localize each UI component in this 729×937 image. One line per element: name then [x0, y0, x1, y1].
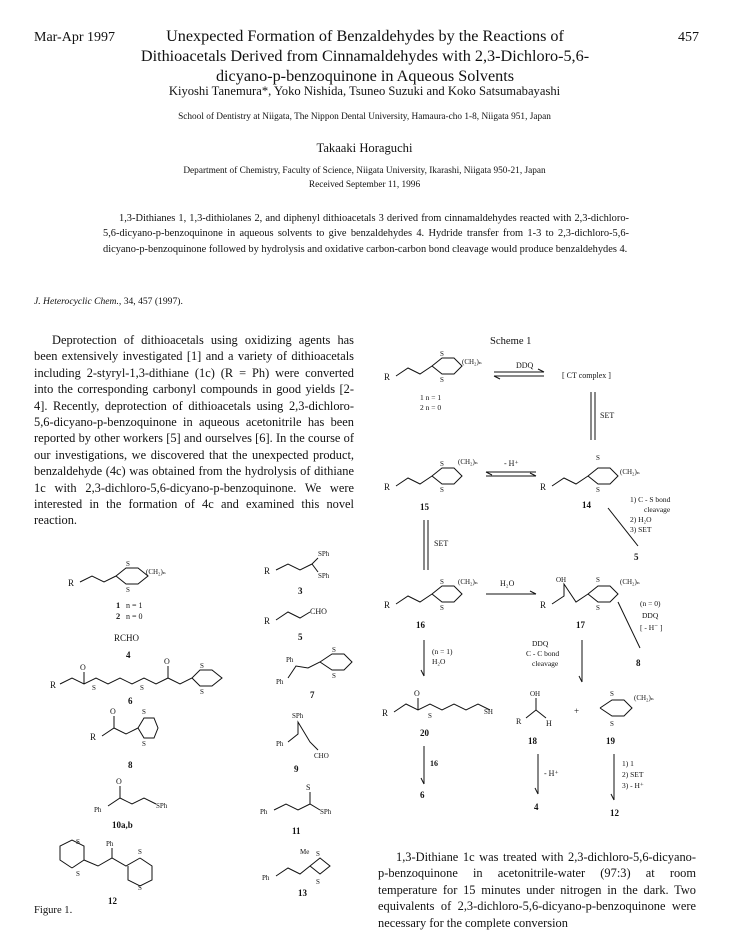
svg-text:18: 18 [528, 736, 537, 746]
body-text-left: Deprotection of dithioacetals using oxidizing agents has been extensively investigated [1] and a variety of dithioacetals including 2-styryl-1,3-dithiane (1c) (R = Ph) were converted into the corresponding carbonyl compounds in good yields [2-4]. Recently, deprotection of dithioacetals using 2,3-dichloro-5,6-dicyano-p-benzoquinone in aqueous acetonitrile has been reported by other workers [5] and ourselves [6]. In the course of our investigations, we discovered that the unexpected product, benzaldehyde (4c) was obtained from the hydrolysis of dithiane 1c with 2,3-dichloro-5,6-dicyano-p-benzoquinone. We were interested in the formation of 4c and examined this novel reaction. [34, 333, 354, 528]
scheme-label-12: 12 [610, 808, 619, 818]
svg-text:16: 16 [416, 620, 425, 630]
svg-text:R: R [264, 616, 271, 626]
svg-text:(CH₂)ₙ: (CH₂)ₙ [458, 458, 478, 466]
svg-text:SH: SH [484, 708, 493, 716]
svg-text:O: O [80, 663, 86, 672]
svg-text:R: R [384, 482, 391, 492]
svg-text:S: S [142, 740, 146, 748]
structure-6 [50, 657, 222, 706]
scheme-structure-16 [384, 578, 478, 630]
scheme-structure-15 [384, 458, 478, 512]
svg-text:R: R [384, 600, 391, 610]
ddq-label-3: DDQ [532, 639, 549, 648]
affiliation-1: School of Dentistry at Niigata, The Nippon Dental University, Hamaura-cho 1-8, Niigata 951, Japan [178, 112, 551, 122]
authors-line: Kiyoshi Tanemura*, Yoko Nishida, Tsuneo Suzuki and Koko Satsumabayashi [168, 84, 561, 98]
svg-text:S: S [138, 884, 142, 892]
svg-text:6: 6 [128, 696, 133, 706]
scheme-structure-20 [382, 689, 493, 738]
scheme-label-6: 6 [420, 790, 425, 800]
svg-text:11: 11 [292, 826, 301, 836]
abstract: 1,3-Dithianes 1, 1,3-dithiolanes 2, and diphenyl dithioacetals 3 derived from cinnamaldehydes reacted with 2,3-dichloro-5,6-dicyano-p-benzoquinone in aqueous solvents to give benzaldehydes 4. Hydride transfer from 1-3 to 2,3-dichloro-5,6-dicyano-p-benzoquinone followed by hydrolysis and oxidative carbon-carbon bond cleavage would produce benzaldehydes 4. [103, 213, 629, 255]
scheme-title: Scheme 1 [490, 336, 532, 347]
svg-text:R: R [516, 717, 522, 726]
cc-bond-label: C - C bond [526, 649, 560, 658]
svg-text:S: S [306, 783, 311, 792]
structure-8 [90, 707, 158, 770]
scheme-structure-19 [600, 690, 654, 746]
figure-1-structures [30, 528, 370, 908]
svg-text:SPh: SPh [318, 550, 330, 558]
svg-text:14: 14 [582, 500, 591, 510]
svg-text:S: S [126, 586, 130, 594]
svg-text:S: S [332, 646, 336, 654]
svg-text:S: S [596, 454, 600, 462]
svg-text:S: S [200, 688, 204, 696]
svg-text:R: R [382, 708, 389, 718]
step-2: 2) SET [622, 770, 644, 779]
svg-text:O: O [116, 777, 122, 786]
scheme-label-4: 4 [534, 802, 539, 812]
citation [34, 296, 183, 307]
ddq-label: DDQ [516, 361, 534, 370]
svg-text:S: S [140, 684, 144, 692]
svg-text:n = 0: n = 0 [126, 612, 143, 621]
svg-text:(CH₂)ₙ: (CH₂)ₙ [146, 568, 166, 576]
svg-text:(CH₂)ₙ: (CH₂)ₙ [620, 578, 640, 586]
svg-text:S: S [610, 720, 614, 728]
citation-volume: 34, 457 (1997). [123, 296, 183, 307]
scheme-label-8: 8 [636, 658, 641, 668]
rcho-label: RCHO [114, 633, 140, 643]
svg-text:S: S [440, 376, 444, 384]
author-2: Takaaki Horaguchi [316, 141, 413, 155]
svg-text:OH: OH [530, 690, 541, 698]
structure-7 [276, 646, 352, 700]
n0-label: (n = 0) [640, 599, 661, 608]
svg-text:(CH₂)ₙ: (CH₂)ₙ [458, 578, 478, 586]
scheme-1-diagram [376, 348, 706, 828]
article-title: Unexpected Formation of Benzaldehydes by the Reactions of Dithioacetals Derived from Cinnamaldehydes with 2,3-Dichloro-5,6-dicyano-p-benzoquinone in Aqueous Solvents [140, 27, 590, 85]
svg-text:Me: Me [300, 848, 310, 856]
svg-text:S: S [440, 486, 444, 494]
svg-text:O: O [110, 707, 116, 716]
scheme-structure-18 [516, 690, 552, 746]
svg-text:(CH₂)ₙ: (CH₂)ₙ [620, 468, 640, 476]
svg-text:Ph: Ph [286, 656, 294, 664]
svg-text:5: 5 [298, 632, 303, 642]
svg-text:S: S [596, 576, 600, 584]
step-cs-bond: 1) C - S bond [630, 495, 671, 504]
page-number: 457 [678, 30, 699, 45]
svg-text:R: R [90, 732, 97, 742]
svg-text:H: H [546, 719, 552, 728]
received-date: Received September 11, 1996 [308, 180, 421, 190]
structure-10 [94, 777, 168, 830]
svg-text:Ph: Ph [260, 808, 268, 816]
svg-text:R: R [540, 600, 547, 610]
svg-text:Ph: Ph [276, 740, 284, 748]
structure-1 [68, 560, 166, 621]
ct-complex-label: [ CT complex ] [562, 371, 611, 380]
svg-text:S: S [126, 560, 130, 568]
svg-text:S: S [316, 850, 320, 858]
svg-text:2: 2 [116, 611, 121, 621]
svg-text:8: 8 [128, 760, 133, 770]
h-plus-label-2: - H⁺ [544, 769, 559, 778]
svg-text:S: S [316, 878, 320, 886]
scheme-label-5: 5 [634, 552, 639, 562]
svg-text:S: S [596, 486, 600, 494]
structure-12 [60, 838, 152, 906]
arrow-label-16: 16 [430, 759, 438, 768]
svg-text:S: S [92, 684, 96, 692]
svg-text:Ph: Ph [106, 840, 114, 848]
svg-text:R: R [68, 578, 75, 588]
svg-text:15: 15 [420, 502, 429, 512]
svg-text:S: S [610, 690, 614, 698]
svg-text:CHO: CHO [314, 752, 329, 760]
svg-text:S: S [142, 708, 146, 716]
structure-13 [262, 848, 330, 898]
svg-text:SPh: SPh [292, 712, 304, 720]
structure-5 [264, 607, 327, 642]
step-1: 1) 1 [622, 759, 634, 768]
svg-text:1: 1 [116, 600, 121, 610]
ddq-label-2: DDQ [642, 611, 659, 620]
svg-text:S: S [440, 350, 444, 358]
svg-text:S: S [440, 604, 444, 612]
structure-9 [276, 712, 329, 774]
svg-text:O: O [414, 689, 420, 698]
step-3: 3) - H⁺ [622, 781, 644, 790]
set-label-2: SET [434, 539, 449, 548]
svg-text:S: S [596, 604, 600, 612]
h-plus-label: - H⁺ [504, 459, 519, 468]
svg-text:7: 7 [310, 690, 315, 700]
hydride-label: [ - H⁻ ] [640, 623, 663, 632]
svg-text:12: 12 [108, 896, 117, 906]
svg-text:13: 13 [298, 888, 307, 898]
scheme-structure-1 [384, 350, 482, 412]
svg-text:1 n = 1: 1 n = 1 [420, 393, 442, 402]
svg-text:S: S [76, 838, 80, 846]
scheme-structure-14 [540, 454, 640, 510]
svg-text:R: R [540, 482, 547, 492]
svg-text:S: S [440, 578, 444, 586]
h2o-label: H₂O [500, 579, 515, 588]
svg-text:OH: OH [556, 576, 567, 584]
svg-text:(CH₂)ₙ: (CH₂)ₙ [462, 358, 482, 366]
svg-text:Ph: Ph [262, 874, 270, 882]
citation-journal: J. Heterocyclic Chem., [34, 296, 122, 307]
svg-text:3: 3 [298, 586, 303, 596]
svg-text:S: S [200, 662, 204, 670]
step-cleavage: cleavage [644, 505, 671, 514]
svg-text:R: R [50, 680, 57, 690]
svg-text:O: O [164, 657, 170, 666]
n1-label: (n = 1) [432, 647, 453, 656]
svg-text:10a,b: 10a,b [112, 820, 133, 830]
svg-text:20: 20 [420, 728, 429, 738]
svg-text:Ph: Ph [276, 678, 284, 686]
structure-3 [264, 550, 330, 596]
svg-text:n = 1: n = 1 [126, 601, 143, 610]
svg-text:Ph: Ph [94, 806, 102, 814]
svg-text:S: S [428, 712, 432, 720]
svg-text:19: 19 [606, 736, 615, 746]
svg-text:SPh: SPh [156, 802, 168, 810]
set-label-1: SET [600, 411, 615, 420]
svg-text:(CH₂)ₙ: (CH₂)ₙ [634, 694, 654, 702]
svg-text:S: S [76, 870, 80, 878]
svg-text:9: 9 [294, 764, 299, 774]
body-text-right: 1,3-Dithiane 1c was treated with 2,3-dichloro-5,6-dicyano-p-benzoquinone in acetonitrile-water (97:3) at room temperature for 15 minutes under nitrogen in the dark. Two equivalents of 2,3-dichloro-5,6-dicyano-p-benzoquinone were necessary for the complete conversion [378, 850, 696, 930]
svg-text:S: S [138, 848, 142, 856]
plus-sign: + [574, 706, 580, 716]
h2o-label-2: H₂O [432, 657, 446, 666]
affiliation-2: Department of Chemistry, Faculty of Science, Niigata University, Ikarashi, Niigata 950-21, Japan [183, 166, 546, 176]
svg-text:2 n = 0: 2 n = 0 [420, 403, 442, 412]
svg-text:S: S [440, 460, 444, 468]
svg-text:R: R [264, 566, 271, 576]
step-h2o: 2) H₂O [630, 515, 652, 524]
journal-date: Mar-Apr 1997 [34, 30, 115, 45]
structure-11 [260, 783, 332, 836]
svg-text:SPh: SPh [318, 572, 330, 580]
figure-caption: Figure 1. [34, 905, 73, 916]
scheme-structure-17 [540, 576, 640, 630]
step-set: 3) SET [630, 525, 652, 534]
svg-text:R: R [384, 372, 391, 382]
cc-cleavage-label: cleavage [532, 659, 559, 668]
svg-text:17: 17 [576, 620, 585, 630]
label-4: 4 [126, 650, 131, 660]
svg-text:CHO: CHO [310, 607, 327, 616]
svg-text:S: S [332, 672, 336, 680]
svg-text:SPh: SPh [320, 808, 332, 816]
